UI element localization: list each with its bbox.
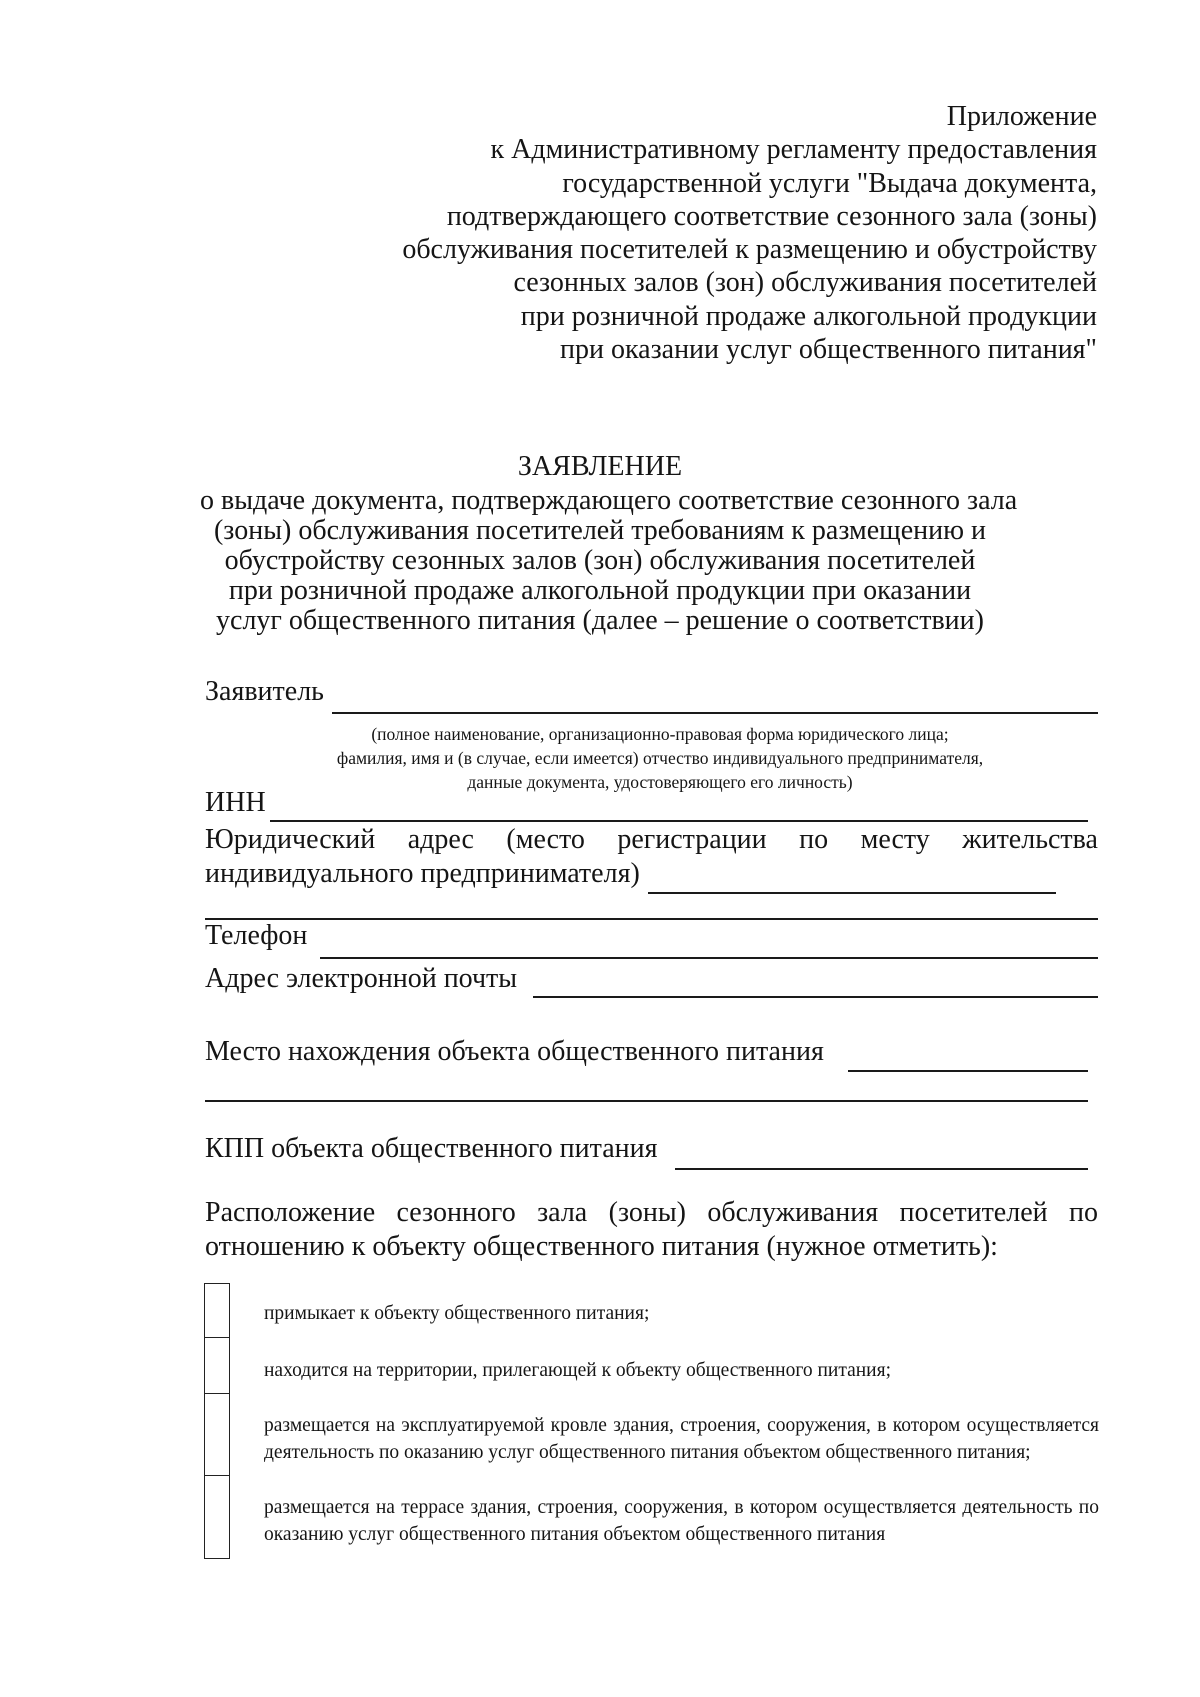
legal-address-line2: индивидуального предпринимателя) xyxy=(205,858,640,889)
caption-line: данные документа, удостоверяющего его личность) xyxy=(467,772,853,792)
location-field[interactable] xyxy=(848,1070,1088,1072)
legal-address-word: жительства xyxy=(962,824,1098,855)
location-label: Место нахождения объекта общественного питания xyxy=(205,1036,824,1067)
document-heading: ЗАЯВЛЕНИЕ xyxy=(517,451,683,482)
email-field[interactable] xyxy=(533,996,1098,998)
legal-address-field-extra[interactable] xyxy=(205,918,1098,920)
header-line: государственной услуги "Выдача документа, xyxy=(562,167,1097,199)
header-line: к Административному регламенту предоставления xyxy=(490,134,1097,166)
option-terrace: размещается на террасе здания, строения, сооружения, в котором осуществляется деятельность по оказанию услуг общественного питания объектом общественного питания xyxy=(264,1497,1099,1545)
placement-instructions: Расположение сезонного зала (зоны) обслуживания посетителей по отношению к объекту общественного питания (нужное отметить): xyxy=(205,1197,1098,1262)
title-line: (зоны) обслуживания посетителей требованиям к размещению и xyxy=(213,515,987,546)
header-line: обслуживания посетителей к размещению и обустройству xyxy=(402,234,1097,266)
option-adjacent: примыкает к объекту общественного питания; xyxy=(264,1303,650,1324)
option-roof: размещается на эксплуатируемой кровле здания, строения, сооружения, в котором осуществляется деятельность по оказанию услуг общественного питания объектом общественного питания; xyxy=(264,1415,1099,1463)
header-line: при оказании услуг общественного питания" xyxy=(560,334,1097,366)
title-line: обустройству сезонных залов (зон) обслуживания посетителей xyxy=(224,545,976,576)
caption-line: (полное наименование, организационно-правовая форма юридического лица; xyxy=(371,724,949,744)
legal-address-word: месту xyxy=(860,824,930,855)
option-adjacent-territory: находится на территории, прилегающей к объекту общественного питания; xyxy=(264,1360,892,1381)
header-line: сезонных залов (зон) обслуживания посетителей xyxy=(513,267,1097,299)
legal-address-word: адрес xyxy=(407,824,474,855)
location-field-extra[interactable] xyxy=(205,1100,1088,1102)
applicant-field[interactable] xyxy=(332,712,1098,714)
inn-label: ИНН xyxy=(205,787,266,818)
legal-address-line1 xyxy=(205,824,1098,856)
applicant-caption xyxy=(230,722,1090,794)
legal-address-word: Юридический xyxy=(205,824,376,855)
legal-address-word: регистрации xyxy=(617,824,767,855)
application-title-block xyxy=(200,451,1018,636)
checkbox-adjacent-territory[interactable] xyxy=(204,1337,230,1395)
kpp-label: КПП объекта общественного питания xyxy=(205,1133,658,1164)
legal-address-word: (место xyxy=(506,824,585,855)
checkbox-terrace[interactable] xyxy=(204,1475,230,1559)
inn-field[interactable] xyxy=(270,820,1088,822)
caption-line: фамилия, имя и (в случае, если имеется) отчество индивидуального предпринимателя, xyxy=(336,748,984,768)
checkbox-roof[interactable] xyxy=(204,1393,230,1477)
legal-address-field[interactable] xyxy=(648,892,1056,894)
applicant-label: Заявитель xyxy=(205,676,324,707)
phone-label: Телефон xyxy=(205,920,308,951)
phone-field[interactable] xyxy=(320,957,1098,959)
header-line: Приложение xyxy=(946,101,1097,132)
email-label: Адрес электронной почты xyxy=(205,963,518,994)
title-line: о выдаче документа, подтверждающего соответствие сезонного зала xyxy=(200,485,1018,516)
header-line: подтверждающего соответствие сезонного зала (зоны) xyxy=(446,200,1097,232)
title-line: при розничной продаже алкогольной продукции при оказании xyxy=(228,575,972,606)
header-line: при розничной продаже алкогольной продукции xyxy=(520,300,1097,332)
kpp-field[interactable] xyxy=(675,1168,1088,1170)
legal-address-word: по xyxy=(799,824,829,855)
title-line: услуг общественного питания (далее – решение о соответствии) xyxy=(216,605,984,636)
checkbox-adjacent[interactable] xyxy=(204,1283,230,1339)
appendix-header xyxy=(337,100,1097,366)
